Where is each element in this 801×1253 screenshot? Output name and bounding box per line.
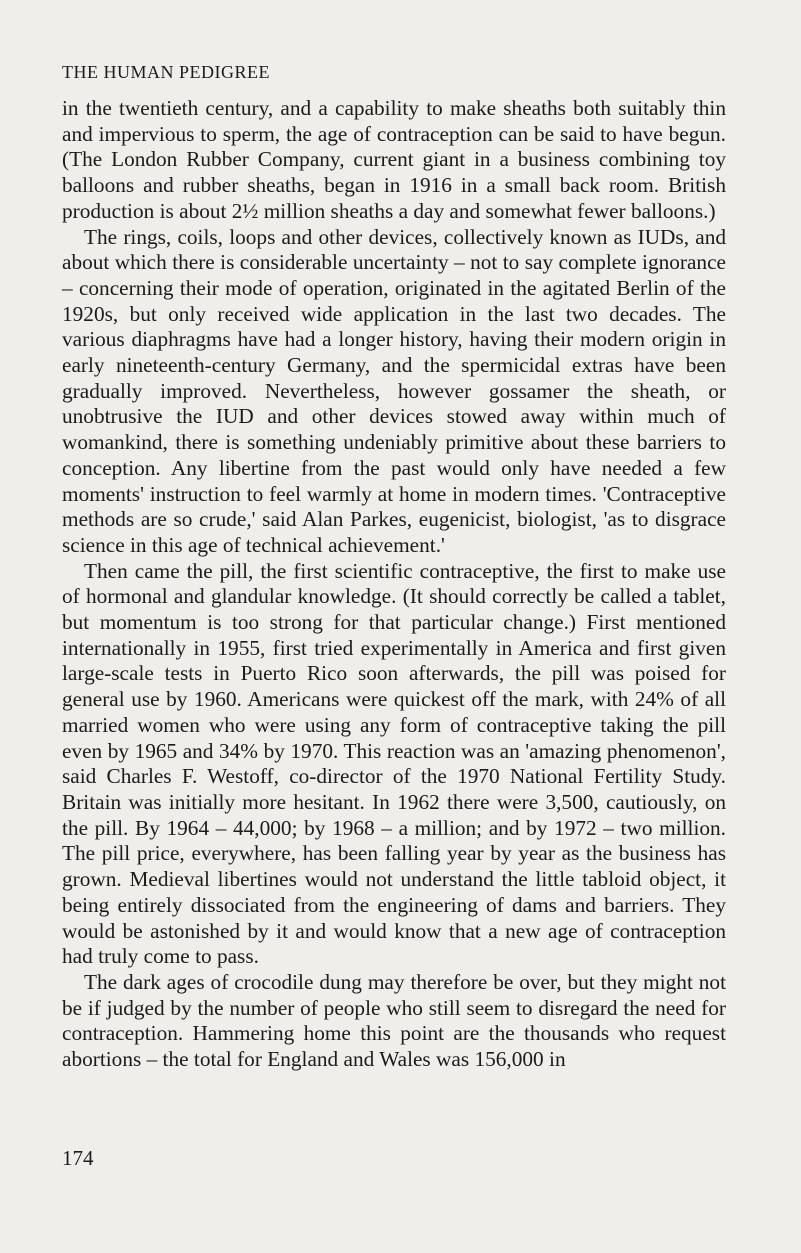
page-number: 174 xyxy=(62,1146,94,1170)
running-head: THE HUMAN PEDIGREE xyxy=(62,62,270,82)
paragraph-3: Then came the pill, the first scientific contraceptive, the first to make use of hormonal and glandular knowledge. (It should correctly be called a tablet, but momentum is too strong for that particular change.) First mentioned internationally in 1955, first tried experimentally in America and first given large-scale tests in Puerto Rico soon afterwards, the pill was poised for general use by 1960. Americans were quickest off the mark, with 24% of all married women who were using any form of contraceptive taking the pill even by 1965 and 34% by 1970. This reaction was an 'amazing phenomenon', said Charles F. Westoff, co-director of the 1970 National Fertility Study. Britain was initially more hesitant. In 1962 there were 3,500, cautiously, on the pill. By 1964 – 44,000; by 1968 – a million; and by 1972 – two million. The pill price, everywhere, has been falling year by year as the business has grown. Medieval libertines would not understand the little tabloid object, it being entirely dissociated from the engineering of dams and barriers. They would be astonished by it and would know that a new age of contraception had truly come to pass. xyxy=(62,558,726,969)
paragraph-2: The rings, coils, loops and other devices, collectively known as IUDs, and about which there is considerable uncertainty – not to say complete ignorance – concerning their mode of operation, originated in the agitated Berlin of the 1920s, but only received wide application in the last two decades. The various diaphragms have had a longer history, having their modern origin in early nineteenth-century Germany, and the spermicidal extras have been gradually improved. Nevertheless, however gossamer the sheath, or unobtrusive the IUD and other devices stowed away within much of womankind, there is something undeniably primitive about these barriers to conception. Any libertine from the past would only have needed a few moments' instruction to feel warmly at home in modern times. 'Contraceptive methods are so crude,' said Alan Parkes, eugenicist, biologist, 'as to disgrace science in this age of technical achievement.' xyxy=(62,224,726,557)
body-text xyxy=(62,96,726,1073)
paragraph-4: The dark ages of crocodile dung may therefore be over, but they might not be if judged by the number of people who still seem to disregard the need for contraception. Hammering home this point are the thousands who request abortions – the total for England and Wales was 156,000 in xyxy=(62,969,726,1072)
paragraph-1: in the twentieth century, and a capability to make sheaths both suitably thin and impervious to sperm, the age of contraception can be said to have begun. (The London Rubber Company, current giant in a business combining toy balloons and rubber sheaths, began in 1916 in a small back room. British production is about 2½ million sheaths a day and somewhat fewer balloons.) xyxy=(62,96,726,223)
